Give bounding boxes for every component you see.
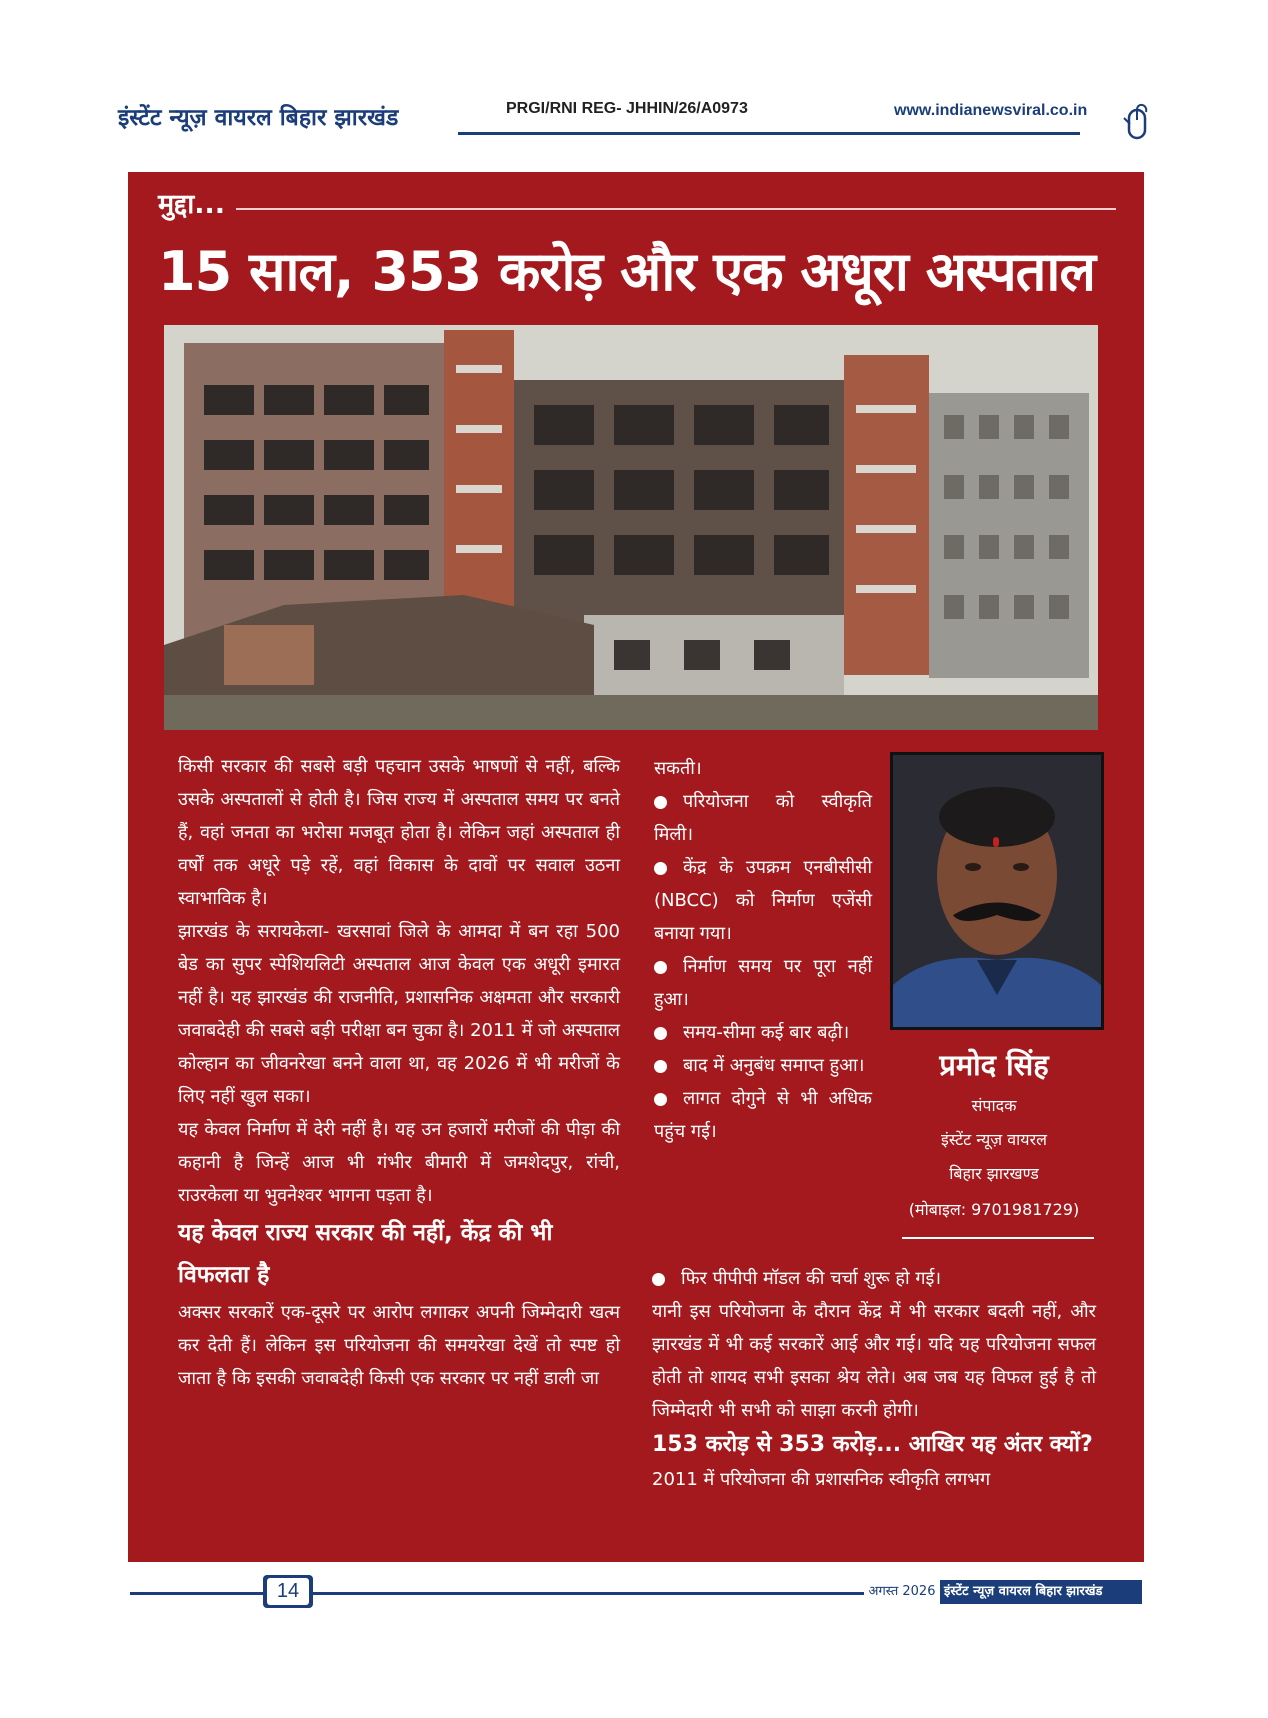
subheading-failure: यह केवल राज्य सरकार की नहीं, केंद्र की भी विफलता है — [178, 1220, 553, 1288]
paragraph-patients: यह केवल निर्माण में देरी नहीं है। यह उन हजारों मरीजों की पीड़ा की कहानी है जिन्हें आज भी गंभीर बीमारी में जमशेदपुर, रांची, राउरकेला या भुवनेश्वर भागना पड़ता है। — [178, 1119, 620, 1206]
kicker-rule — [236, 208, 1116, 210]
timeline-bullet — [654, 1082, 872, 1148]
editor-portrait — [890, 752, 1104, 1030]
timeline-bullet — [654, 1049, 872, 1082]
editor-rule — [902, 1237, 1094, 1239]
bullet-text: केंद्र के उपक्रम एनबीसीसी (NBCC) को निर्माण एजेंसी बनाया गया। — [654, 857, 872, 944]
mouse-icon — [1122, 100, 1152, 142]
paragraph-cost: 2011 में परियोजना की प्रशासनिक स्वीकृति लगभग — [652, 1469, 991, 1490]
bullet-text: फिर पीपीपी मॉडल की चर्चा शुरू हो गई। — [681, 1268, 942, 1289]
bullet-text: निर्माण समय पर पूरा नहीं हुआ। — [654, 956, 872, 1010]
section-kicker: मुद्दा... — [158, 189, 225, 220]
footer-date: अगस्त 2026 — [864, 1580, 940, 1604]
bullet-text: समय-सीमा कई बार बढ़ी। — [683, 1022, 850, 1043]
bullet-dot — [654, 1093, 667, 1106]
paragraph-continued: सकती। — [654, 758, 702, 779]
paragraph-shared-blame: यानी इस परियोजना के दौरान केंद्र में भी सरकार बदली नहीं, और झारखंड में भी कई सरकारें आई और गई। यदि यह परियोजना सफल होती तो शायद सभी इसका श्रेय लेते। अब जब यह विफल हुई है तो जिम्मेदारी भी सभी को साझा करनी होगी। — [652, 1301, 1096, 1421]
paragraph-intro: किसी सरकार की सबसे बड़ी पहचान उसके भाषणों से नहीं, बल्कि उसके अस्पतालों से होती है। जिस राज्य में अस्पताल समय पर बनते हैं, वहां जनता का भरोसा मजबूत होता है। लेकिन जहां अस्पताल ही वर्षों तक अधूरे पड़े रहें, वहां विकास के दावों पर सवाल उठना स्वाभाविक है। — [178, 756, 620, 909]
article-column-1 — [178, 750, 620, 1395]
editor-mobile: (मोबाइल: 9701981729) — [908, 1200, 1080, 1219]
timeline-bullet — [654, 950, 872, 1016]
website-link[interactable]: www.indianewsviral.co.in — [894, 102, 1088, 119]
paragraph-accountability: अक्सर सरकारें एक-दूसरे पर आरोप लगाकर अपनी जिम्मेदारी खत्म कर देती हैं। लेकिन इस परियोजना की समयरेखा देखें तो स्पष्ट हो जाता है कि इसकी जवाबदेही किसी एक सरकार पर नहीं डाली जा — [178, 1302, 620, 1389]
timeline-bullet — [654, 785, 872, 851]
subheading-cost: 153 करोड़ से 353 करोड़... आखिर यह अंतर क्यों? — [652, 1432, 1093, 1457]
article-headline: 15 साल, 353 करोड़ और एक अधूरा अस्पताल — [158, 240, 1096, 303]
page-number: 14 — [267, 1578, 309, 1605]
publication-name: इंस्टेंट न्यूज़ वायरल बिहार झारखंड — [118, 105, 399, 131]
article-column-2-lower — [652, 1262, 1096, 1496]
header-rule — [458, 132, 1080, 135]
bullet-dot — [654, 1027, 667, 1040]
timeline-bullet — [652, 1262, 1096, 1295]
editor-role: संपादक — [971, 1096, 1017, 1115]
timeline-bullet — [654, 1016, 872, 1049]
bullet-dot — [654, 961, 667, 974]
editor-org: इंस्टेंट न्यूज़ वायरल — [941, 1130, 1047, 1149]
hospital-building-photo — [164, 325, 1098, 730]
timeline-bullet — [654, 851, 872, 950]
registration-number: PRGI/RNI REG- JHHIN/26/A0973 — [506, 100, 748, 117]
editor-org-region: बिहार झारखण्ड — [949, 1164, 1039, 1183]
bullet-dot — [654, 796, 667, 809]
footer-publication: इंस्टेंट न्यूज़ वायरल बिहार झारखंड — [944, 1584, 1103, 1599]
bullet-dot — [652, 1273, 665, 1286]
article-column-2 — [654, 752, 872, 1148]
bullet-dot — [654, 862, 667, 875]
paragraph-hospital: झारखंड के सरायकेला- खरसावां जिले के आमदा में बन रहा 500 बेड का सुपर स्पेशियलिटी अस्पताल आज केवल एक अधूरी इमारत नहीं है। यह झारखंड की राजनीति, प्रशासनिक अक्षमता और सरकारी जवाबदेही की सबसे बड़ी परीक्षा बन चुका है। 2011 में जो अस्पताल कोल्हान का जीवनरेखा बनने वाला था, वह 2026 में भी मरीजों के लिए नहीं खुल सका। — [178, 921, 620, 1107]
bullet-dot — [654, 1060, 667, 1073]
bullet-text: परियोजना को स्वीकृति मिली। — [654, 791, 872, 845]
bullet-text: बाद में अनुबंध समाप्त हुआ। — [683, 1055, 865, 1076]
bullet-text: लागत दोगुने से भी अधिक पहुंच गई। — [654, 1088, 872, 1142]
editor-name: प्रमोद सिंह — [939, 1048, 1049, 1082]
